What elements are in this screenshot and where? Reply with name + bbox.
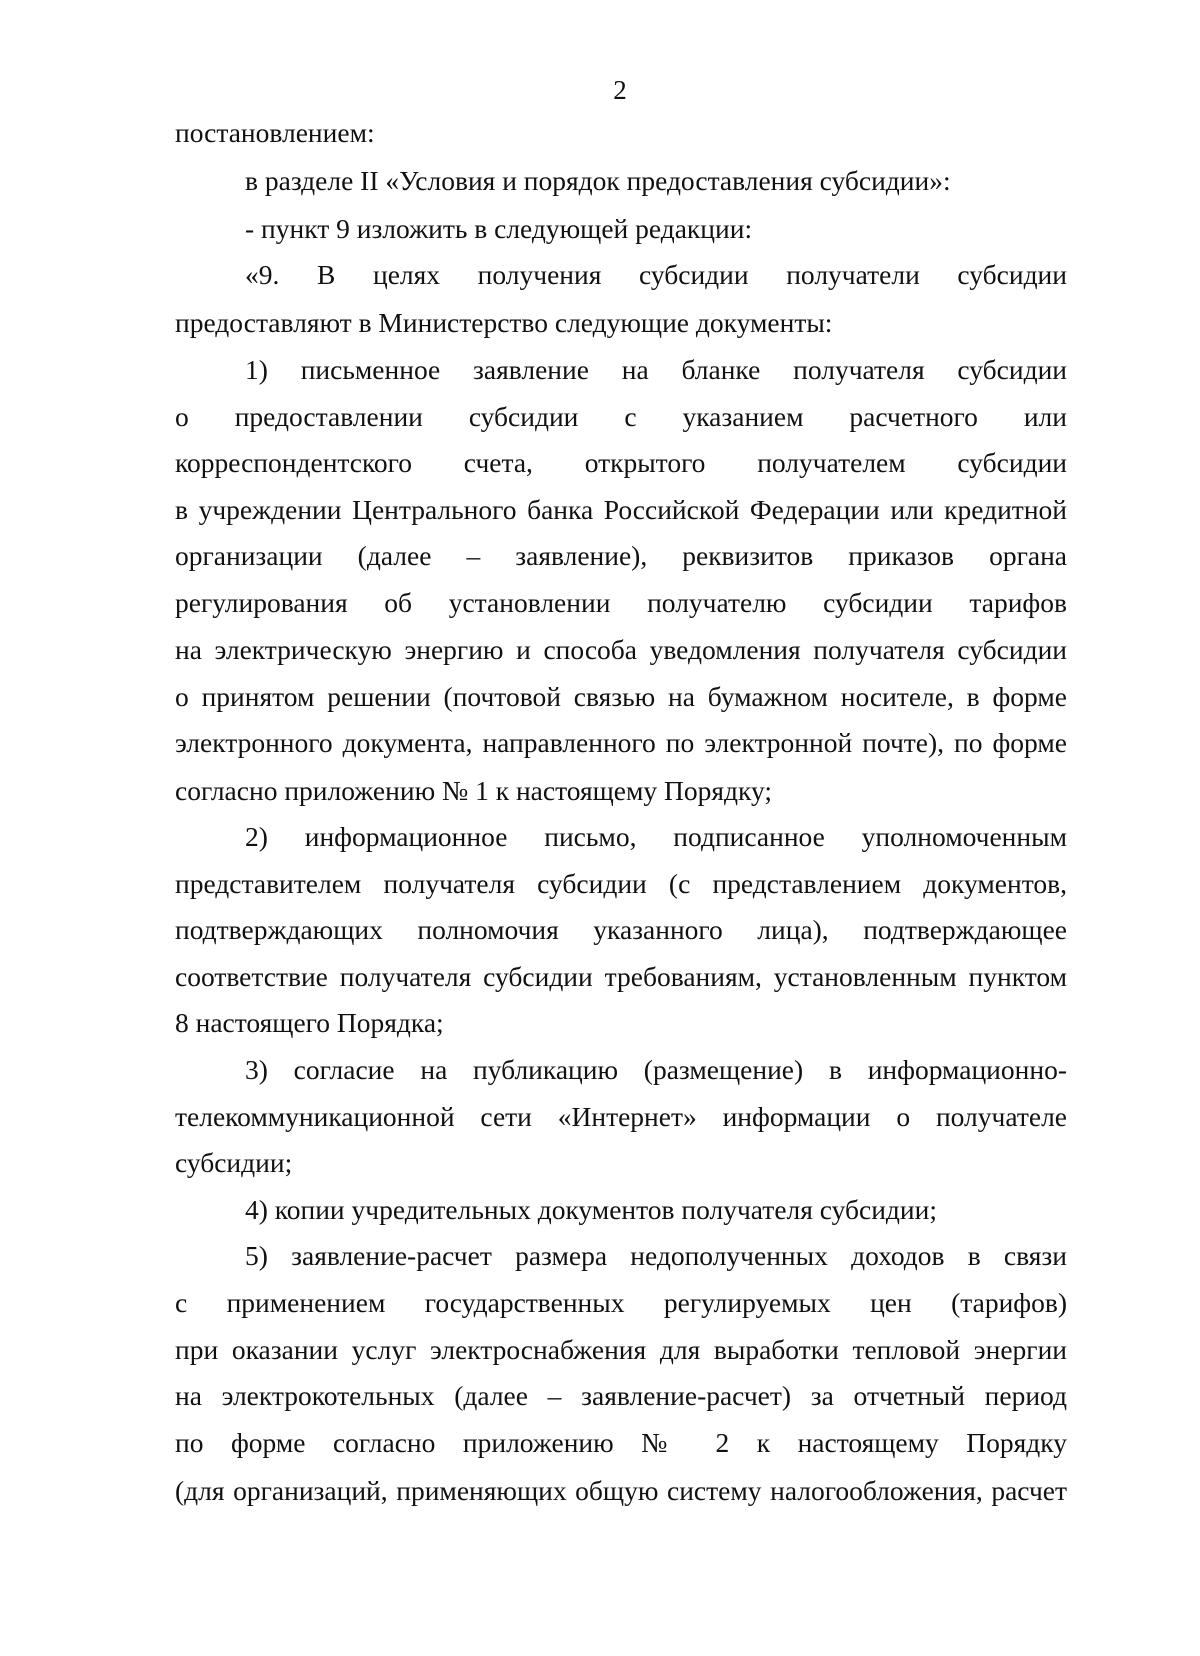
text-line: на электрокотельных (далее – заявление-расчет) за отчетный период xyxy=(175,1380,1067,1411)
text-line: представителем получателя субсидии (с представлением документов, xyxy=(175,868,1067,899)
text-line: по форме согласно приложению № 2 к настоящему Порядку xyxy=(175,1427,1067,1458)
text-line: 2) информационное письмо, подписанное уполномоченным xyxy=(245,821,1067,852)
page-number: 2 xyxy=(613,75,627,105)
text-line: - пункт 9 изложить в следующей редакции: xyxy=(245,213,753,244)
text-line: в разделе II «Условия и порядок предоставления субсидии»: xyxy=(245,165,951,196)
text-line: (для организаций, применяющих общую систему налогообложения, расчет xyxy=(175,1475,1067,1506)
text-line: 1) письменное заявление на бланке получателя субсидии xyxy=(245,354,1067,385)
text-line: регулирования об установлении получателю субсидии тарифов xyxy=(175,587,1067,618)
text-line: подтверждающих полномочия указанного лица), подтверждающее xyxy=(175,914,1067,945)
text-line: 4) копии учредительных документов получателя субсидии; xyxy=(245,1194,937,1225)
text-line: корреспондентского счета, открытого получателем субсидии xyxy=(175,447,1067,478)
text-line: согласно приложению № 1 к настоящему Порядку; xyxy=(175,775,773,806)
text-line: организации (далее – заявление), реквизитов приказов органа xyxy=(175,540,1067,571)
text-line: с применением государственных регулируемых цен (тарифов) xyxy=(175,1287,1067,1318)
text-line: в учреждении Центрального банка Российской Федерации или кредитной xyxy=(175,494,1067,525)
text-line: при оказании услуг электроснабжения для выработки тепловой энергии xyxy=(175,1334,1067,1365)
text-line: телекоммуникационной сети «Интернет» информации о получателе xyxy=(175,1101,1067,1132)
text-line: на электрическую энергию и способа уведомления получателя субсидии xyxy=(175,634,1067,665)
text-line: 8 настоящего Порядка; xyxy=(175,1007,444,1038)
text-line: субсидии; xyxy=(175,1147,293,1178)
text-line: предоставляют в Министерство следующие документы: xyxy=(175,307,833,338)
text-line: соответствие получателя субсидии требованиям, установленным пунктом xyxy=(175,961,1067,992)
text-line: постановлением: xyxy=(175,117,375,148)
text-line: «9. В целях получения субсидии получатели субсидии xyxy=(245,259,1067,290)
text-line: 3) согласие на публикацию (размещение) в информационно- xyxy=(245,1054,1067,1085)
text-line: 5) заявление-расчет размера недополученных доходов в связи xyxy=(245,1240,1067,1271)
text-line: о принятом решении (почтовой связью на бумажном носителе, в форме xyxy=(175,681,1067,712)
text-line: о предоставлении субсидии с указанием расчетного или xyxy=(175,401,1067,432)
text-line: электронного документа, направленного по электронной почте), по форме xyxy=(175,727,1067,758)
